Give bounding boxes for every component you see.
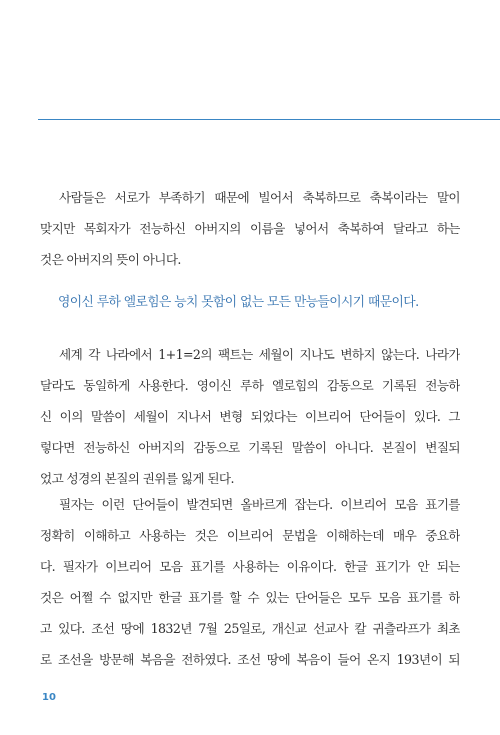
- text-line: 사람들은 서로가 부족하기 때문에 빌어서 축복하므로 축복이라는 말이: [59, 190, 460, 205]
- text-line: 고 있다. 조선 땅에 1832년 7월 25일로, 개신교 선교사 칼 귀츨라프가 최초: [40, 621, 460, 636]
- paragraph-3: [40, 489, 460, 675]
- text-line: 로 조선을 방문해 복음을 전하였다. 조선 땅에 복음이 들어 온지 193년이 되: [40, 652, 460, 667]
- text-line: 다. 필자가 이브리어 모음 표기를 사용하는 이유이다. 한글 표기가 안 되는: [40, 559, 460, 574]
- text-line: 필자는 이런 단어들이 발견되면 올바르게 잡는다. 이브리어 모음 표기를: [59, 497, 460, 512]
- paragraph-1: [40, 182, 460, 275]
- text-line: 었고 성경의 본질의 권위를 잃게 된다.: [40, 471, 234, 486]
- highlighted-quote: 영이신 루하 엘로힘은 능치 못함이 없는 모든 만능들이시기 때문이다.: [58, 295, 419, 310]
- text-line: 것은 아버지의 뜻이 아니다.: [40, 252, 181, 267]
- text-line: 렇다면 전능하신 아버지의 감동으로 기록된 말씀이 아니다. 본질이 변질되: [40, 440, 460, 455]
- text-line: 신 이의 말씀이 세월이 지나서 변형 되었다는 이브리어 단어들이 있다. 그: [40, 409, 460, 424]
- paragraph-2: [40, 339, 460, 494]
- text-line: 달라도 동일하게 사용한다. 영이신 루하 엘로힘의 감동으로 기록된 전능하: [40, 378, 460, 393]
- text-line: 세계 각 나라에서 1+1=2의 팩트는 세월이 지나도 변하지 않는다. 나라가: [59, 347, 460, 362]
- text-line: 것은 어쩔 수 없지만 한글 표기를 할 수 있는 단어들은 모두 모음 표기를 하: [40, 590, 460, 605]
- text-line: 정확히 이해하고 사용하는 것은 이브리어 문법을 이해하는데 매우 중요하: [40, 528, 460, 543]
- page-number: 10: [42, 692, 56, 703]
- text-line: 맞지만 목회자가 전능하신 아버지의 이름을 넣어서 축복하여 달라고 하는: [40, 221, 460, 236]
- header-rule: [38, 119, 500, 120]
